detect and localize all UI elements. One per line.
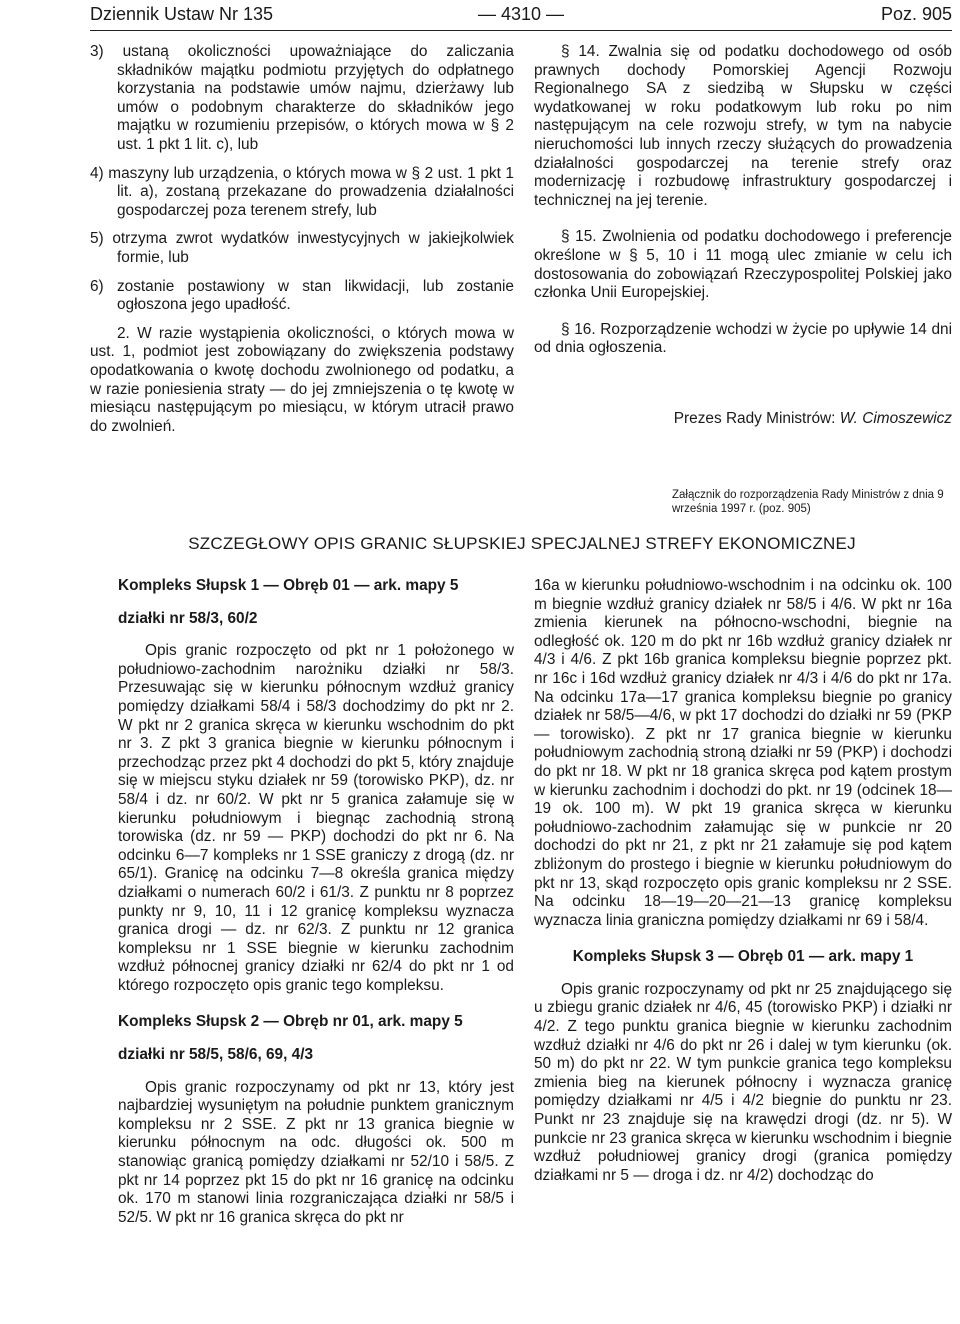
complex-2-description-continued: 16a w kierunku południowo-wschodnim i na odcinku ok. 100 m biegnie wzdłuż granicy działek nr 58/5 i 4/6. W pkt nr 16a zmienia kierunek na północno-wschodni, biegnie na odległość ok. 120 m do pkt nr 16b wzdłuż granicy działek nr 4/3 i 4/6. Z pkt 16b granica kompleksu biegnie poprzez pkt. nr 16c i 16d wzdłuż granicy działek nr 4/3 i 4/6 do pkt nr 17a. Na odcinku 17a—17 granica kompleksu biegnie po granicy działek nr 58/5—4/6, w pkt 17 dochodzi do działki nr 59 (PKP — torowisko). Z pkt nr 17 granica biegnie w kierunku południowym zachodnią stroną działki nr 59 (PKP) i dochodzi do pkt nr 18. W pkt nr 18 granica skręca pod kątem prostym w kierunku zachodnim i dochodzi do pkt. nr 19 (odcinek 18—19 ok. 100 m). W pkt 19 granica skręca w kierunku południowo-zachodnim załamując się w punkcie nr 20 dochodzi do pkt nr 21, z pkt nr 21 załamuje się pod kątem zbliżonym do prostego i biegnie w kierunku południowym do pkt nr 13, skąd rozpoczęto opis granic kompleksu nr 2 SSE. Na odcinku 18—19—20—21—13 granicę kompleksu wyznacza linia graniczna pomiędzy działkami nr 69 i 58/4. (534, 577, 952, 929)
journal-title: Dziennik Ustaw Nr 135 (90, 4, 274, 24)
complex-2-plots: działki nr 58/5, 58/6, 69, 4/3 (118, 1046, 314, 1064)
position-number: Poz. 905 (880, 4, 952, 24)
section-15: § 15. Zwolnienia od podatku dochodowego i preferencje określone w § 5, 10 i 11 mogą ulec zmianie w celu ich dostosowania do zobowiązań Rzeczypospolitej Polskiej jako członka Unii Europejskiej. (534, 228, 952, 302)
complex-1-heading: Kompleks Słupsk 1 — Obręb 01 — ark. mapy 5 (118, 577, 459, 594)
top-left-column (90, 43, 514, 436)
section-14: § 14. Zwalnia się od podatku dochodowego od osób prawnych dochody Pomorskiej Agencji Rozwoju Regionalnego SA z siedzibą w Słupsku w części wydatkowanej w roku podatkowym lub roku po nim następującym na cele rozwoju strefy, w tym na nabycie nieruchomości lub innych rzeczy służących do prowadzenia działalności gospodarczej na terenie strefy oraz modernizację i rozbudowę infrastruktury gospodarczej i technicznej na jej terenie. (534, 43, 952, 209)
page-number: — 4310 — (477, 4, 565, 24)
list-item-4: 4) maszyny lub urządzenia, o których mowa w § 2 ust. 1 pkt 1 lit. a), zostaną przekazane do prowadzenia działalności gospodarczej poza terenem strefy, lub (90, 164, 514, 219)
list-item-3: 3) ustaną okoliczności upoważniające do zaliczania składników majątku podmiotu przyjętych do odpłatnego korzystania na podstawie umów najmu, dzierżawy lub umów o podobnym charakterze do składników jego majątku w rozumieniu przepisów, o których mowa w § 2 ust. 1 pkt 1 lit. c), lub (90, 43, 514, 153)
page-header (90, 0, 952, 31)
list-item-5: 5) otrzyma zwrot wydatków inwestycyjnych w jakiejkolwiek formie, lub (90, 230, 514, 266)
list-item-6: 6) zostanie postawiony w stan likwidacji, lub zostanie ogłoszona jego upadłość. (90, 277, 514, 314)
paragraph-2: 2. W razie wystąpienia okoliczności, o których mowa w ust. 1, podmiot jest zobowiązany do zwiększenia podstawy opodatkowania o kwotę dochodu zwolnionego od podatku, a w razie poniesienia straty — do jej zmniejszenia o tę kwotę w miesiącu następującym po miesiącu, w którym utracił prawo do zwolnień. (90, 324, 514, 435)
complex-3-description: Opis granic rozpoczynamy od pkt nr 25 znajdującego się u zbiegu granic działek nr 4/6, 45 (torowisko PKP) i działki nr 4/2. Z tego punktu granica biegnie w kierunku zachodnim wzdłuż działki nr 4/6 do pkt nr 26 i dalej w tym kierunku (ok. 50 m) do pkt nr 22. W tym punkcie granica tego kompleksu zmienia bieg na kierunek północny i wyznacza granicę pomiędzy działkami nr 4/5 i 4/2 biegnie do punktu nr 23. Punkt nr 23 znajduje się na krawędzi drogi (dz. nr 5). W punkcie nr 23 granica skręca w kierunku wschodnim i biegnie wzdłuż południowej granicy drogi (granica pomiędzy działkami nr 5 — droga i dz. nr 4/2) dochodząc do (534, 980, 952, 1184)
annex-note: Załącznik do rozporządzenia Rady Ministrów z dnia 9 września 1997 r. (poz. 905) (672, 489, 944, 515)
main-title: SZCZEGŁOWY OPIS GRANIC SŁUPSKIEJ SPECJALNEJ STREFY EKONOMICZNEJ (188, 534, 856, 553)
bottom-left-column (118, 577, 514, 1227)
signature-name: W. Cimoszewicz (839, 409, 952, 427)
signature-role: Prezes Rady Ministrów: (673, 409, 836, 427)
top-right-column (534, 43, 952, 429)
complex-2-description: Opis granic rozpoczynamy od pkt nr 13, który jest najbardziej wysuniętym na południe punktem granicznym kompleksu nr 2 SSE. Z pkt nr 13 granica biegnie w kierunku północnym na odc. długości ok. 500 m stanowiąc granicą pomiędzy działkami nr 52/10 i 58/5. Z pkt nr 14 poprzez pkt 15 do pkt nr 16 granicę na odcinku ok. 170 m stanowi linia rozgraniczająca działki nr 58/5 i 52/5. W pkt nr 16 granica skręca do pkt nr (118, 1078, 514, 1226)
complex-1-description: Opis granic rozpoczęto od pkt nr 1 położonego w południowo-zachodnim narożniku działki nr 58/3. Przesuwając się w kierunku północnym wzdłuż granicy pomiędzy działkami 58/4 i 58/3 dochodzimy do pkt nr 2. W pkt nr 2 granica skręca w kierunku wschodnim do pkt nr 3. Z pkt 3 granica biegnie w kierunku północnym i przechodząc przez pkt 4 dochodzi do pkt 5, który znajduje się w miejscu styku działek nr 59 (torowisko PKP), dz. nr 58/4 i dz. nr 60/2. W pkt nr 5 granica załamuje się w kierunku południowym i biegnąc zachodnią stroną torowiska (dz. nr 59 — PKP) dochodzi do pkt nr 6. Na odcinku 6—7 kompleks nr 1 SSE graniczy z drogą (dz. nr 65/1). Granicę na odcinku 7—8 określa granica między działkami o numerach 60/2 i 61/3. Z punktu nr 8 poprzez punkty nr 9, 10, 11 i 12 granicę kompleksu wyznacza granica drogi — dz. nr 62/3. Z punktu nr 12 granica kompleksu nr 1 SSE biegnie w kierunku zachodnim wzdłuż północnej granicy działki nr 62/4 do pkt nr 1 od którego rozpoczęto opis granic tego kompleksu. (118, 642, 514, 994)
section-16: § 16. Rozporządzenie wchodzi w życie po upływie 14 dni od dnia ogłoszenia. (534, 320, 952, 357)
complex-2-heading: Kompleks Słupsk 2 — Obręb nr 01, ark. mapy 5 (118, 1013, 463, 1031)
signature (534, 410, 952, 429)
bottom-right-column (534, 577, 952, 1185)
complex-1-plots: działki nr 58/3, 60/2 (118, 609, 258, 627)
complex-3-heading: Kompleks Słupsk 3 — Obręb 01 — ark. mapy 1 (572, 948, 914, 966)
